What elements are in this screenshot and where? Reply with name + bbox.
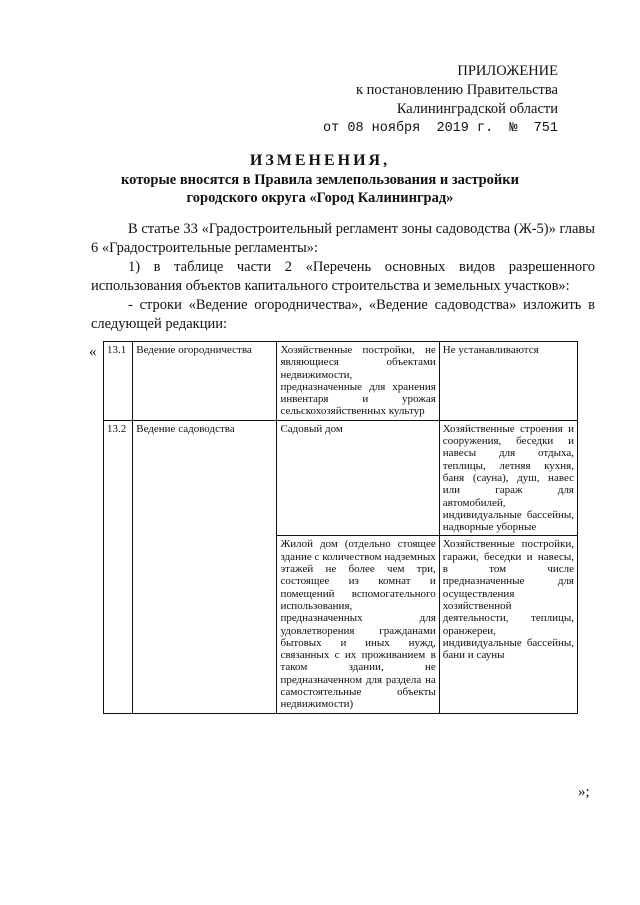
appendix-title: ПРИЛОЖЕНИЕ: [457, 63, 558, 79]
table-row: [104, 342, 578, 421]
table-row: [104, 420, 578, 536]
land-use-table: [103, 341, 578, 714]
subtitle-line-1: которые вносятся в Правила землепользования и застройки: [121, 172, 519, 188]
row-use-name: Ведение садоводства: [133, 420, 277, 713]
row-use-name: Ведение огородничества: [133, 342, 277, 421]
appendix-line-1: к постановлению Правительства: [356, 82, 558, 98]
row-number: 13.2: [104, 420, 133, 713]
document-subtitle: [0, 171, 640, 207]
paragraph-2: 1) в таблице части 2 «Перечень основных видов разрешенного использования объектов капитального строительства и земельных участков»:: [91, 259, 595, 294]
row-objects: Садовый дом: [277, 420, 439, 536]
row-auxiliary: Хозяйственные постройки, гаражи, беседки и навесы, в том числе предназначенные для осуществления хозяйственной деятельности, теплицы, оранжереи, индивидуальные бассейны, бани и сауны: [439, 536, 577, 713]
document-body: [91, 220, 595, 334]
row-number: 13.1: [104, 342, 133, 421]
opening-quote: «: [89, 344, 97, 360]
appendix-date-line: от 08 ноября 2019 г. № 751: [323, 121, 558, 136]
closing-quote: »;: [578, 784, 590, 800]
row-auxiliary: Не устанавливаются: [439, 342, 577, 421]
appendix-header: [323, 62, 558, 138]
subtitle-line-2: городского округа «Город Калининград»: [186, 190, 454, 206]
row-auxiliary: Хозяйственные строения и сооружения, беседки и навесы для отдыха, теплицы, летняя кухня, баня (сауна), душ, навес или гараж для автомобилей, индивидуальные бассейны, надворные уборные: [439, 420, 577, 536]
appendix-line-2: Калининградской области: [396, 101, 558, 117]
paragraph-1: В статье 33 «Градостроительный регламент зоны садоводства (Ж-5)» главы 6 «Градостроительные регламенты»:: [91, 221, 595, 256]
paragraph-3: - строки «Ведение огородничества», «Ведение садоводства» изложить в следующей редакции:: [91, 297, 595, 332]
row-objects: Жилой дом (отдельно стоящее здание с количеством надземных этажей не более чем три, состоящее из комнат и помещений вспомогательного использования, предназначенных для удовлетворения гражданами бытовых и иных нужд, связанных с их проживанием в таком здании, не предназначенном для раздела на самостоятельные объекты недвижимости): [277, 536, 439, 713]
row-objects: Хозяйственные постройки, не являющиеся объектами недвижимости, предназначенные для хранения инвентаря и урожая сельскохозяйственных культур: [277, 342, 439, 421]
document-title: ИЗМЕНЕНИЯ,: [249, 152, 391, 169]
